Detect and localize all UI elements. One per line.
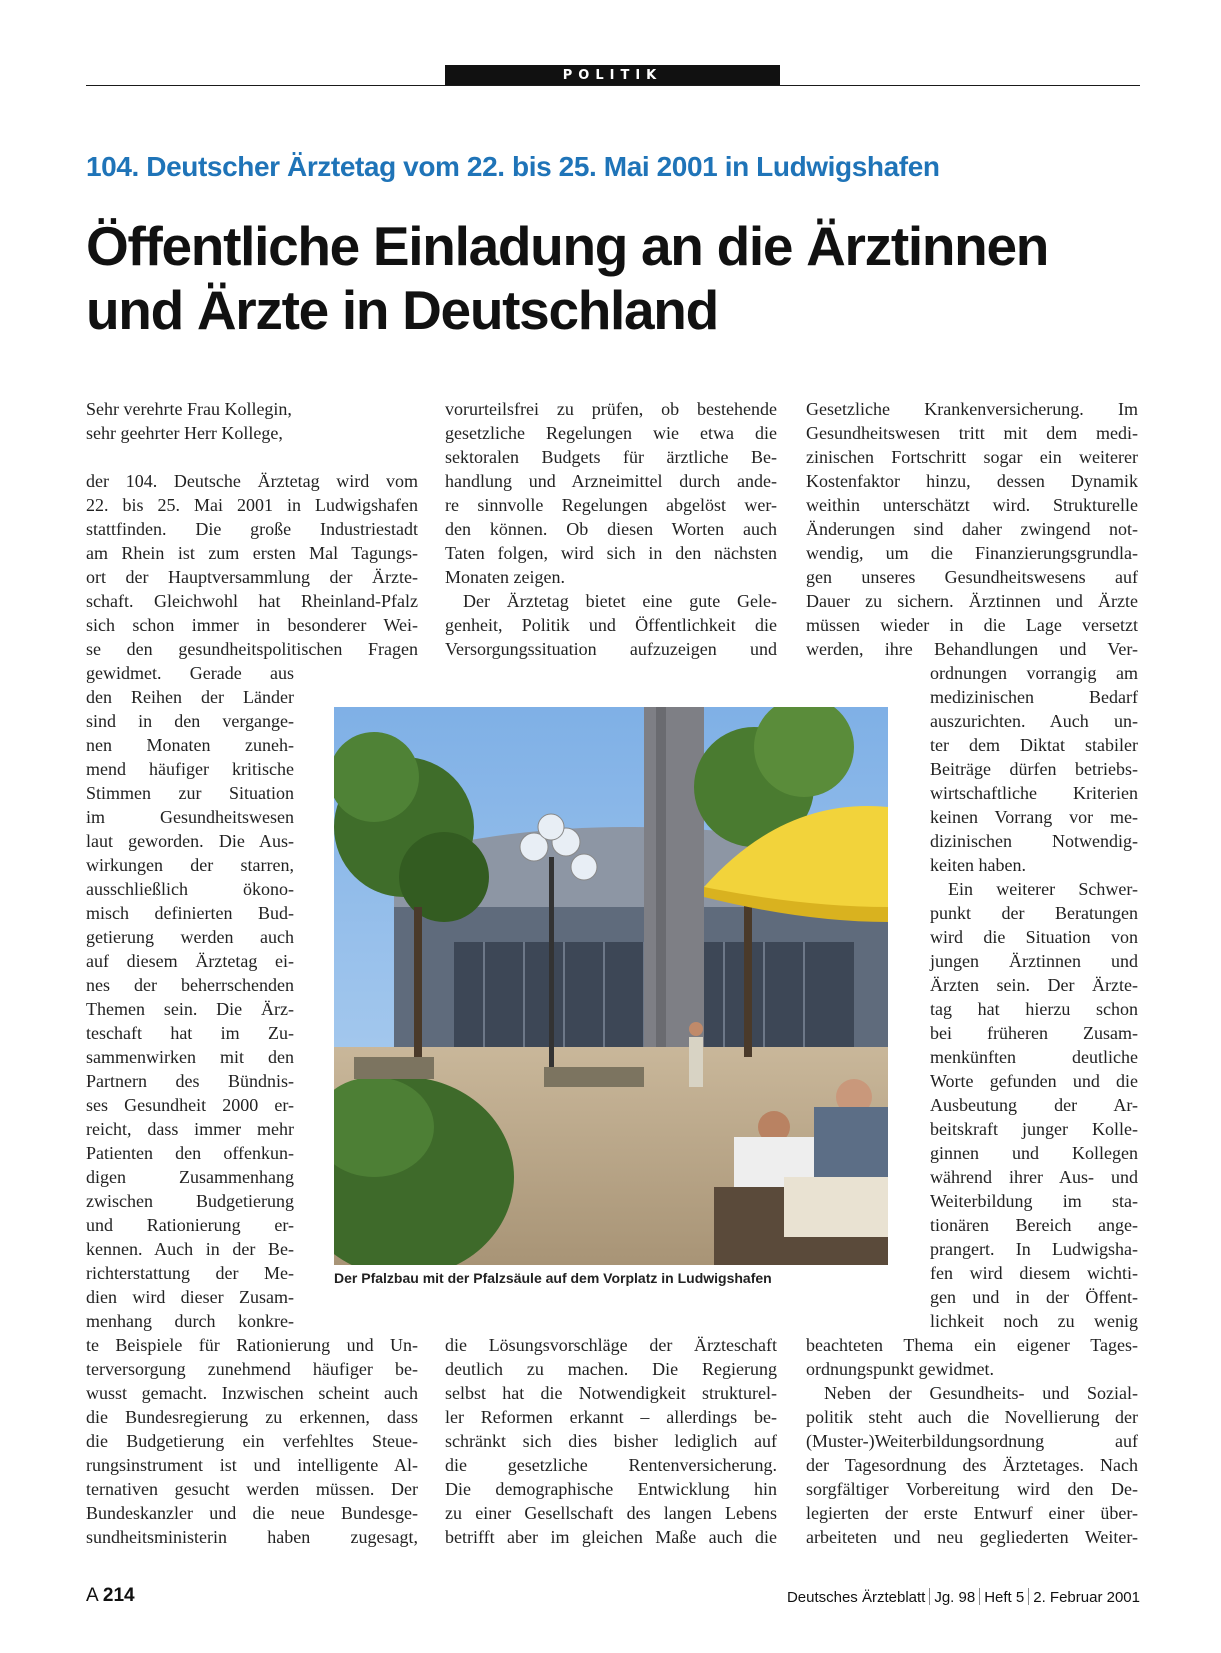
text-line: Stimmen zur Situation <box>86 783 294 803</box>
text-line: Monaten zeigen. <box>445 567 565 587</box>
text-line: sich schon immer in besonderer Wei- <box>86 615 418 635</box>
text-line: menhang durch konkre- <box>86 1311 294 1331</box>
text-line: jungen Ärztinnen und <box>930 951 1138 971</box>
text-line: schaft. Gleichwohl hat Rheinland-Pfalz <box>86 591 418 611</box>
text-line: auf diesem Ärztetag ei- <box>86 951 294 971</box>
text-line: fen wird diesem wichti- <box>930 1263 1138 1283</box>
text-line: auszurichten. Auch un- <box>930 711 1138 731</box>
text-line: beachteten Thema ein eigener Tages- <box>806 1335 1138 1355</box>
text-line: reicht, dass immer mehr <box>86 1119 294 1139</box>
text-line: keiten haben. <box>930 855 1026 875</box>
section-label: POLITIK <box>445 65 780 86</box>
text-line: Patienten den offenkun- <box>86 1143 294 1163</box>
journal-title: Deutsches Ärzteblatt <box>786 1589 926 1606</box>
text-line: ter dem Diktat stabiler <box>930 735 1138 755</box>
text-line: der Tagesordnung des Ärztetages. Nach <box>806 1455 1138 1475</box>
footer-separator <box>979 1588 980 1605</box>
column-3-bottom <box>806 1333 1138 1549</box>
text-line: ordnungen vorrangig am <box>930 663 1138 683</box>
text-line: ordnungspunkt gewidmet. <box>806 1359 994 1379</box>
headline-line-1: Öffentliche Einladung an die Ärztinnen <box>86 215 1049 277</box>
text-line: ort der Hauptversammlung der Ärzte- <box>86 567 418 587</box>
text-line: und Rationierung er- <box>86 1215 294 1235</box>
text-line: Änderungen sind daher zwingend not- <box>806 519 1138 539</box>
article-headline <box>86 214 1166 342</box>
text-line: müssen wieder in die Lage versetzt <box>806 615 1138 635</box>
text-line: Sehr verehrte Frau Kollegin, <box>86 399 292 419</box>
text-line: die Budgetierung ein verfehltes Steue- <box>86 1431 418 1451</box>
text-line: den Reihen der Länder <box>86 687 294 707</box>
column-3-narrow <box>930 661 1138 1333</box>
text-line: Der Ärztetag bietet eine gute Gele- <box>463 591 777 611</box>
text-line: die Bundesregierung zu erkennen, dass <box>86 1407 418 1427</box>
text-line: te Beispiele für Rationierung und Un- <box>86 1335 418 1355</box>
text-line: (Muster-)Weiterbildungsordnung auf <box>806 1431 1138 1451</box>
text-line: wirkungen der starren, <box>86 855 294 875</box>
text-line: dien wird dieser Zusam- <box>86 1287 294 1307</box>
journal-issue: Heft 5 <box>984 1589 1025 1606</box>
column-2-top <box>445 397 777 661</box>
page-number-value: 214 <box>102 1585 135 1606</box>
text-line: menkünften deutliche <box>930 1047 1138 1067</box>
text-line: punkt der Beratungen <box>930 903 1138 923</box>
text-line: getierung werden auch <box>86 927 294 947</box>
text-line: re sinnvolle Regelungen abgelöst wer- <box>445 495 777 515</box>
text-line: während ihrer Aus- und <box>930 1167 1138 1187</box>
text-line: teschaft hat im Zu- <box>86 1023 294 1043</box>
text-line: Worte gefunden und die <box>930 1071 1138 1091</box>
text-line: nen Monaten zuneh- <box>86 735 294 755</box>
text-line: keinen Vorrang vor me- <box>930 807 1138 827</box>
header-rule <box>86 85 1140 86</box>
text-line: zu einer Gesellschaft des langen Lebens <box>445 1503 777 1523</box>
text-line: den können. Ob diesen Worten auch <box>445 519 777 539</box>
text-line: wusst gemacht. Inzwischen scheint auch <box>86 1383 418 1403</box>
text-line: zinischen Fortschritt sogar ein weiterer <box>806 447 1138 467</box>
text-line: sind in den vergange- <box>86 711 294 731</box>
text-line: werden, ihre Behandlungen und Ver- <box>806 639 1138 659</box>
text-line: wirtschaftliche Kriterien <box>930 783 1138 803</box>
text-line: ses Gesundheit 2000 er- <box>86 1095 294 1115</box>
text-line: genheit, Politik und Öffentlichkeit die <box>445 615 777 635</box>
text-line: Dauer zu sichern. Ärztinnen und Ärzte <box>806 591 1138 611</box>
text-line: kennen. Auch in der Be- <box>86 1239 294 1259</box>
text-line: am Rhein ist zum ersten Mal Tagungs- <box>86 543 418 563</box>
text-line: terversorgung zunehmend häufiger be- <box>86 1359 418 1379</box>
text-line: bei früheren Zusam- <box>930 1023 1138 1043</box>
text-line: sundheitsministerin haben zugesagt, <box>86 1527 418 1547</box>
text-line: die Lösungsvorschläge der Ärzteschaft <box>445 1335 777 1355</box>
photo-caption: Der Pfalzbau mit der Pfalzsäule auf dem Vorplatz in Ludwigshafen <box>334 1270 772 1286</box>
text-line: arbeiteten und neu gegliederten Weiter- <box>806 1527 1138 1547</box>
column-3-top <box>806 397 1138 661</box>
text-line: weithin unterschätzt wird. Strukturelle <box>806 495 1138 515</box>
text-line: ternativen gesucht werden müssen. Der <box>86 1479 418 1499</box>
text-line: Weiterbildung im sta- <box>930 1191 1138 1211</box>
column-1-top <box>86 397 418 661</box>
footer-separator <box>1028 1588 1029 1605</box>
text-line: se den gesundheitspolitischen Fragen <box>86 639 418 659</box>
text-line: Neben der Gesundheits- und Sozial- <box>824 1383 1138 1403</box>
text-line: legierten der erste Entwurf einer über- <box>806 1503 1138 1523</box>
text-line: Gesetzliche Krankenversicherung. Im <box>806 399 1138 419</box>
text-line: sehr geehrter Herr Kollege, <box>86 423 283 443</box>
text-line: medizinischen Bedarf <box>930 687 1138 707</box>
column-2-bottom <box>445 1333 777 1549</box>
text-line: politik steht auch die Novellierung der <box>806 1407 1138 1427</box>
text-line: im Gesundheitswesen <box>86 807 294 827</box>
text-line: wendig, um die Finanzierungsgrundla- <box>806 543 1138 563</box>
text-line: gen und in der Öffent- <box>930 1287 1138 1307</box>
text-line: der 104. Deutsche Ärztetag wird vom <box>86 471 418 491</box>
text-line: selbst hat die Notwendigkeit strukturel- <box>445 1383 777 1403</box>
article-photo <box>334 707 888 1265</box>
text-line: Kostenfaktor hinzu, dessen Dynamik <box>806 471 1138 491</box>
column-1-narrow <box>86 661 294 1333</box>
text-line: Taten folgen, wird sich in den nächsten <box>445 543 777 563</box>
text-line: dizinischen Notwendig- <box>930 831 1138 851</box>
text-line: lichkeit noch zu wenig <box>930 1311 1138 1331</box>
text-line: Beiträge dürfen betriebs- <box>930 759 1138 779</box>
text-line: die gesetzliche Rentenversicherung. <box>445 1455 777 1475</box>
page-prefix: A <box>86 1585 98 1606</box>
text-line: vorurteilsfrei zu prüfen, ob bestehende <box>445 399 777 419</box>
text-line: sammenwirken mit den <box>86 1047 294 1067</box>
text-line: gesetzliche Regelungen wie etwa die <box>445 423 777 443</box>
text-line: Bundeskanzler und die neue Bundesge- <box>86 1503 418 1523</box>
text-line: richterstattung der Me- <box>86 1263 294 1283</box>
text-line: Versorgungssituation aufzuzeigen und <box>445 639 777 659</box>
text-line: ginnen und Kollegen <box>930 1143 1138 1163</box>
article-kicker: 104. Deutscher Ärztetag vom 22. bis 25. Mai 2001 in Ludwigshafen <box>86 151 940 182</box>
text-line: beitskraft junger Kolle- <box>930 1119 1138 1139</box>
text-line: Gesundheitswesen tritt mit dem medi- <box>806 423 1138 443</box>
footer-separator <box>929 1588 930 1605</box>
journal-info <box>787 1588 1140 1606</box>
text-line: laut geworden. Die Aus- <box>86 831 294 851</box>
text-line: rungsinstrument ist und intelligente Al- <box>86 1455 418 1475</box>
column-1-bottom <box>86 1333 418 1549</box>
text-line: tag hat hierzu schon <box>930 999 1138 1019</box>
text-line: Partnern des Bündnis- <box>86 1071 294 1091</box>
text-line: sorgfältiger Vorbereitung wird den De- <box>806 1479 1138 1499</box>
text-line: betrifft aber im gleichen Maße auch die <box>445 1527 777 1547</box>
text-line: Ausbeutung der Ar- <box>930 1095 1138 1115</box>
text-line: 22. bis 25. Mai 2001 in Ludwigshafen <box>86 495 418 515</box>
text-line: wird die Situation von <box>930 927 1138 947</box>
text-line: stattfinden. Die große Industriestadt <box>86 519 418 539</box>
headline-line-2: und Ärzte in Deutschland <box>86 279 718 341</box>
text-line: Die demographische Entwicklung hin <box>445 1479 777 1499</box>
text-line: deutlich zu machen. Die Regierung <box>445 1359 777 1379</box>
journal-volume: Jg. 98 <box>934 1589 976 1606</box>
text-line: prangert. In Ludwigsha- <box>930 1239 1138 1259</box>
text-line: handlung und Arzneimittel durch ande- <box>445 471 777 491</box>
text-line: sektoralen Budgets für ärztliche Be- <box>445 447 777 467</box>
text-line: zwischen Budgetierung <box>86 1191 294 1211</box>
text-line: misch definierten Bud- <box>86 903 294 923</box>
text-line: gen unseres Gesundheitswesens auf <box>806 567 1138 587</box>
page-number <box>86 1585 135 1607</box>
text-line <box>86 445 418 469</box>
text-line: tionären Bereich ange- <box>930 1215 1138 1235</box>
text-line: Ein weiterer Schwer- <box>948 879 1138 899</box>
text-line: Ärzten sein. Der Ärzte- <box>930 975 1138 995</box>
text-line: Themen sein. Die Ärz- <box>86 999 294 1019</box>
text-line: digen Zusammenhang <box>86 1167 294 1187</box>
text-line: gewidmet. Gerade aus <box>86 663 294 683</box>
text-line: schränkt sich dies bisher lediglich auf <box>445 1431 777 1451</box>
journal-date: 2. Februar 2001 <box>1033 1589 1140 1606</box>
text-line: mend häufiger kritische <box>86 759 294 779</box>
text-line: nes der beherrschenden <box>86 975 294 995</box>
text-line: ler Reformen erkannt – allerdings be- <box>445 1407 777 1427</box>
text-line: ausschließlich ökono- <box>86 879 294 899</box>
